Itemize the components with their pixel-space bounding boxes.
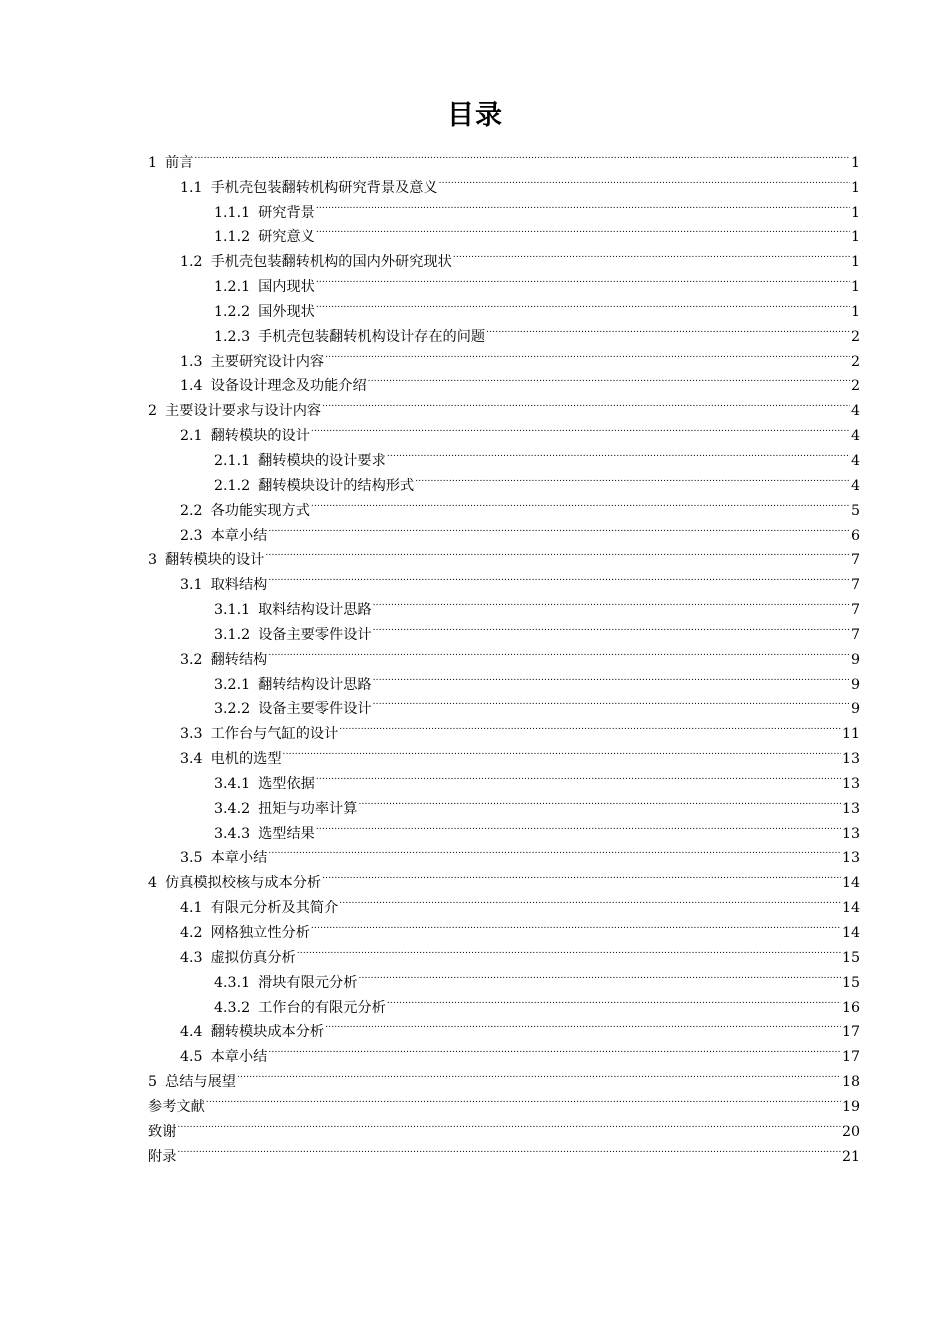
toc-dot-leader <box>373 614 850 639</box>
toc-entry-page-number: 2 <box>850 353 860 370</box>
toc-dot-leader <box>368 366 850 391</box>
toc-entry-page-number: 7 <box>850 626 860 643</box>
toc-entry-number: 4.3 <box>180 949 203 966</box>
toc-dot-leader <box>265 540 850 565</box>
toc-entry-page-number: 15 <box>841 949 860 966</box>
toc-entry-title: 取料结构设计思路 <box>258 602 372 619</box>
toc-entry-title: 前言 <box>165 154 194 171</box>
toc-entry-page-number: 17 <box>841 1049 860 1066</box>
toc-dot-leader <box>373 689 850 714</box>
toc-entry-number: 4.3.1 <box>214 974 251 991</box>
toc-entry-page-number: 1 <box>850 303 860 320</box>
toc-entry-number: 2.1 <box>180 428 203 445</box>
toc-entry-number: 1.2.3 <box>214 328 251 345</box>
toc-dot-leader <box>339 887 841 912</box>
toc-entry-number: 4.5 <box>180 1049 203 1066</box>
toc-entry[interactable] <box>148 614 860 643</box>
toc-entry-title: 本章小结 <box>210 1049 268 1066</box>
toc-entry-title: 取料结构 <box>210 577 268 594</box>
toc-entry[interactable] <box>148 465 860 494</box>
toc-entry-number: 4.1 <box>180 900 203 917</box>
toc-entry-number: 2.1.1 <box>214 452 251 469</box>
toc-dot-leader <box>415 465 850 490</box>
toc-entry-title: 有限元分析及其简介 <box>210 900 339 917</box>
toc-entry-title: 本章小结 <box>210 527 268 544</box>
toc-entry-number: 4.4 <box>180 1024 203 1041</box>
toc-entry-number: 1.2.1 <box>214 279 251 296</box>
toc-dot-leader <box>325 341 850 366</box>
toc-entry[interactable] <box>148 1086 860 1115</box>
toc-entry-number: 4.3.2 <box>214 999 251 1016</box>
toc-entry-page-number: 1 <box>850 179 860 196</box>
toc-dot-leader <box>194 142 850 167</box>
toc-entry-page-number: 4 <box>850 477 860 494</box>
toc-entry[interactable] <box>148 838 860 867</box>
toc-dot-leader <box>283 738 841 763</box>
toc-dot-leader <box>358 962 841 987</box>
toc-entry[interactable] <box>148 241 860 271</box>
toc-entry-number: 2 <box>148 403 158 420</box>
toc-dot-leader <box>177 1136 841 1161</box>
toc-entry-title: 手机壳包装翻转机构设计存在的问题 <box>258 328 486 345</box>
toc-entry[interactable] <box>148 316 860 345</box>
toc-entry-number: 4 <box>148 875 158 892</box>
toc-dot-leader <box>486 316 850 341</box>
toc-entry-number: 3.2.2 <box>214 701 251 718</box>
toc-dot-leader <box>268 564 850 589</box>
toc-entry-number: 1.1.1 <box>214 204 251 221</box>
toc-entry-page-number: 7 <box>850 552 860 569</box>
toc-entry-title: 工作台与气缸的设计 <box>210 726 339 743</box>
toc-entry-title: 主要研究设计内容 <box>210 353 325 370</box>
toc-entry-page-number: 1 <box>850 254 860 271</box>
toc-entry-title: 附录 <box>148 1148 177 1165</box>
toc-dot-leader <box>316 217 850 242</box>
toc-entry-title: 翻转模块成本分析 <box>210 1024 325 1041</box>
toc-entry-title: 工作台的有限元分析 <box>258 999 386 1016</box>
toc-entry[interactable] <box>148 142 860 171</box>
toc-entry-page-number: 20 <box>841 1123 860 1140</box>
toc-entry-title: 国内现状 <box>258 279 315 296</box>
toc-dot-leader <box>339 713 841 738</box>
toc-dot-leader <box>237 1061 841 1086</box>
toc-entry-number: 1.2.2 <box>214 303 251 320</box>
toc-entry-number: 2.3 <box>180 527 203 544</box>
toc-entry-title: 翻转模块设计的结构形式 <box>258 477 415 494</box>
toc-entry[interactable] <box>148 813 860 842</box>
toc-entry-number: 3.4.1 <box>214 775 251 792</box>
toc-dot-leader <box>325 1012 841 1037</box>
toc-entry-title: 设备主要零件设计 <box>258 626 372 643</box>
toc-entry-title: 滑块有限元分析 <box>258 974 358 991</box>
toc-entry[interactable] <box>148 1012 860 1041</box>
toc-entry-number: 3.5 <box>180 850 203 867</box>
toc-entry-page-number: 13 <box>841 800 860 817</box>
toc-dot-leader <box>206 1086 841 1111</box>
toc-entry-title: 手机壳包装翻转机构的国内外研究现状 <box>210 254 452 271</box>
toc-entry-page-number: 2 <box>850 328 860 345</box>
toc-entry-page-number: 18 <box>841 1074 860 1091</box>
toc-dot-leader <box>177 1111 841 1136</box>
toc-entry-number: 3.4.3 <box>214 825 251 842</box>
toc-entry-page-number: 16 <box>841 999 860 1016</box>
toc-entry-number: 1.2 <box>180 254 203 271</box>
toc-entry-number: 2.2 <box>180 502 203 519</box>
toc-entry-title: 翻转结构 <box>210 651 268 668</box>
toc-entry[interactable] <box>148 788 860 817</box>
toc-entry-number: 1.1.2 <box>214 229 251 246</box>
toc-entry[interactable] <box>148 1136 860 1165</box>
toc-entry[interactable] <box>148 341 860 370</box>
toc-entry-page-number: 11 <box>841 726 860 743</box>
toc-dot-leader <box>316 813 841 838</box>
toc-entry-title: 本章小结 <box>210 850 268 867</box>
toc-entry-title: 总结与展望 <box>165 1074 236 1091</box>
toc-entry-page-number: 1 <box>850 279 860 296</box>
toc-entry-number: 3.4.2 <box>214 800 251 817</box>
toc-entry-title: 翻转结构设计思路 <box>258 676 372 693</box>
toc-entry-page-number: 13 <box>841 825 860 842</box>
toc-entry-title: 翻转模块的设计 <box>210 428 310 445</box>
toc-entry-number: 3.4 <box>180 751 203 768</box>
toc-entry-page-number: 2 <box>850 378 860 395</box>
toc-dot-leader <box>316 192 850 217</box>
toc-dot-leader <box>316 763 841 788</box>
toc-dot-leader <box>311 912 841 937</box>
toc-entry-title: 主要设计要求与设计内容 <box>165 403 322 420</box>
toc-entry-title: 各功能实现方式 <box>210 502 310 519</box>
toc-entry-page-number: 9 <box>850 651 860 668</box>
toc-entry-number: 1.3 <box>180 353 203 370</box>
toc-entry-title: 致谢 <box>148 1123 177 1140</box>
toc-entry-number: 4.2 <box>180 925 203 941</box>
toc-entry-page-number: 9 <box>850 676 860 693</box>
toc-list <box>148 142 860 1165</box>
toc-dot-leader <box>322 390 850 415</box>
toc-entry-title: 设备设计理念及功能介绍 <box>210 378 367 395</box>
toc-entry-number: 3.1 <box>180 577 203 594</box>
toc-dot-leader <box>358 788 841 813</box>
toc-entry-title: 选型结果 <box>258 825 315 842</box>
toc-entry[interactable] <box>148 291 860 320</box>
toc-entry-title: 仿真模拟校核与成本分析 <box>165 875 322 892</box>
toc-entry[interactable] <box>148 689 860 718</box>
toc-entry-title: 翻转模块的设计 <box>165 552 265 569</box>
toc-entry-title: 设备主要零件设计 <box>258 701 372 718</box>
toc-dot-leader <box>268 1036 841 1061</box>
toc-entry-number: 3 <box>148 552 158 569</box>
toc-entry-page-number: 13 <box>841 850 860 867</box>
toc-dot-leader <box>311 490 850 515</box>
toc-dot-leader <box>311 415 850 440</box>
toc-entry-title: 研究意义 <box>258 229 315 246</box>
toc-entry-page-number: 9 <box>850 701 860 718</box>
toc-entry-page-number: 4 <box>850 403 860 420</box>
toc-dot-leader <box>316 291 850 316</box>
toc-entry-number: 5 <box>148 1074 158 1091</box>
toc-entry-page-number: 1 <box>850 204 860 221</box>
toc-entry-number: 3.2.1 <box>214 676 251 693</box>
toc-dot-leader <box>322 862 841 887</box>
toc-entry-page-number: 14 <box>841 925 860 941</box>
toc-entry-number: 3.1.1 <box>214 602 251 619</box>
toc-dot-leader <box>268 838 841 863</box>
toc-entry-number: 3.3 <box>180 726 203 743</box>
toc-entry[interactable] <box>148 1061 860 1091</box>
toc-dot-leader <box>387 440 850 465</box>
toc-entry[interactable] <box>148 1111 860 1140</box>
toc-entry-page-number: 14 <box>841 875 860 892</box>
toc-entry-page-number: 13 <box>841 775 860 792</box>
toc-entry-page-number: 7 <box>850 577 860 594</box>
toc-entry-title: 选型依据 <box>258 775 315 792</box>
toc-entry-page-number: 5 <box>850 502 860 519</box>
toc-entry-number: 3.2 <box>180 651 203 668</box>
toc-entry-title: 国外现状 <box>258 303 315 320</box>
toc-dot-leader <box>453 241 850 266</box>
toc-entry-title: 虚拟仿真分析 <box>210 949 296 966</box>
toc-entry-page-number: 14 <box>841 900 860 917</box>
toc-dot-leader <box>268 639 850 664</box>
toc-entry-page-number: 13 <box>841 751 860 768</box>
toc-dot-leader <box>373 664 850 689</box>
toc-entry-title: 扭矩与功率计算 <box>258 800 358 817</box>
toc-entry-number: 1 <box>148 154 158 171</box>
toc-entry[interactable] <box>148 639 860 668</box>
toc-dot-leader <box>387 987 841 1012</box>
toc-dot-leader <box>316 266 850 291</box>
toc-entry-title: 电机的选型 <box>210 751 282 768</box>
toc-entry-page-number: 6 <box>850 527 860 544</box>
toc-entry-page-number: 1 <box>850 154 860 171</box>
toc-dot-leader <box>297 937 841 962</box>
toc-entry-page-number: 4 <box>850 428 860 445</box>
toc-entry-title: 参考文献 <box>148 1098 205 1115</box>
toc-entry-number: 2.1.2 <box>214 477 251 494</box>
toc-entry-page-number: 15 <box>841 974 860 991</box>
toc-entry[interactable] <box>148 713 860 743</box>
toc-entry[interactable] <box>148 490 860 519</box>
toc-dot-leader <box>439 167 850 192</box>
toc-entry-page-number: 7 <box>850 602 860 619</box>
toc-entry-title: 手机壳包装翻转机构研究背景及意义 <box>210 179 438 196</box>
toc-dot-leader <box>268 515 850 540</box>
toc-entry-number: 3.1.2 <box>214 626 251 643</box>
toc-entry[interactable] <box>148 167 860 196</box>
toc-entry-number: 1.4 <box>180 378 203 395</box>
toc-entry-title: 网格独立性分析 <box>210 925 310 941</box>
toc-entry[interactable] <box>148 217 860 246</box>
toc-entry-page-number: 19 <box>841 1098 860 1115</box>
toc-entry-title: 研究背景 <box>258 204 315 221</box>
toc-entry-page-number: 17 <box>841 1024 860 1041</box>
toc-entry-page-number: 21 <box>841 1148 860 1165</box>
toc-entry-title: 翻转模块的设计要求 <box>258 452 386 469</box>
toc-entry[interactable] <box>148 987 860 1016</box>
toc-entry-number: 1.1 <box>180 179 203 196</box>
toc-entry-page-number: 1 <box>850 229 860 246</box>
toc-entry-page-number: 4 <box>850 452 860 469</box>
page-title: 目录 <box>447 100 503 131</box>
toc-dot-leader <box>373 589 850 614</box>
